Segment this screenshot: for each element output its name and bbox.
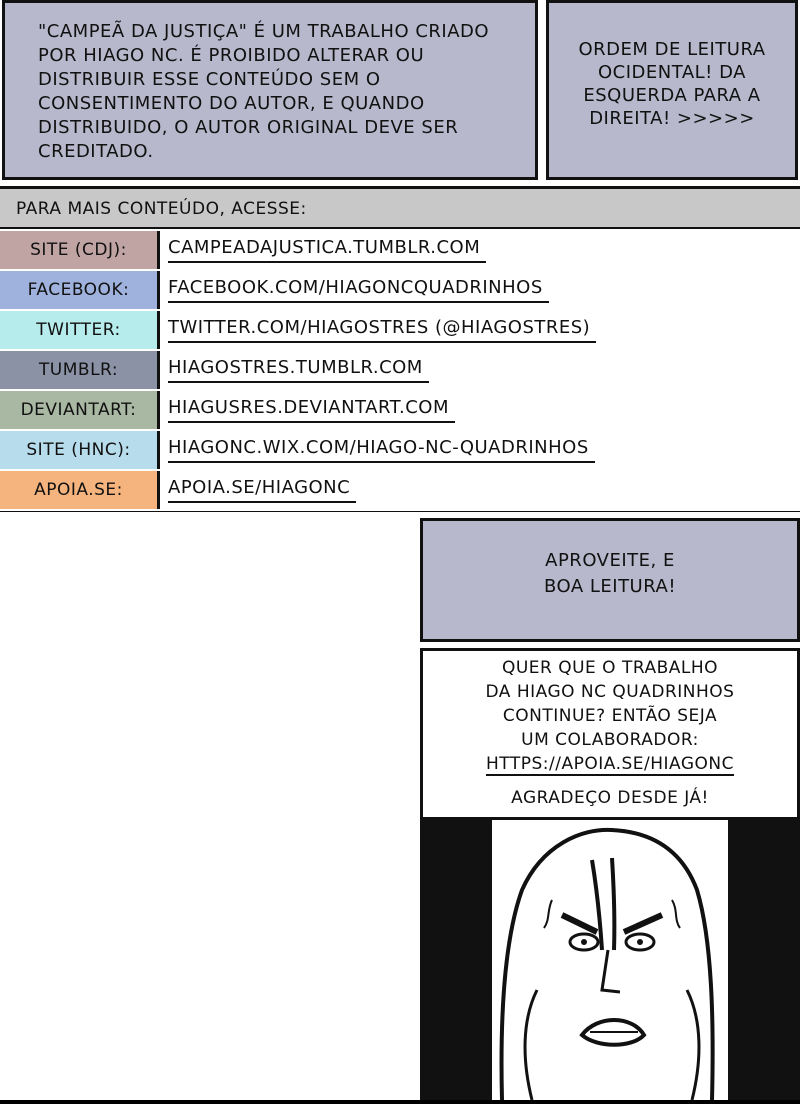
support-line: QUER QUE O TRABALHO <box>501 658 719 678</box>
link-url[interactable]: APOIA.SE/HIAGONC <box>168 475 356 503</box>
link-row-apoia <box>0 471 800 513</box>
link-url[interactable]: HIAGUSRES.DEVIANTART.COM <box>168 395 455 423</box>
support-line: CONTINUE? ENTÃO SEJA <box>502 706 718 726</box>
support-line: DA HIAGO NC QUADRINHOS <box>485 682 735 702</box>
thanks-text: AGRADEÇO DESDE JÁ! <box>511 788 709 808</box>
support-line: UM COLABORADOR: <box>521 730 699 750</box>
link-row-tumblr <box>0 351 800 393</box>
link-row-site-hnc <box>0 431 800 473</box>
link-row-twitter <box>0 311 800 353</box>
link-url[interactable]: CAMPEADAJUSTICA.TUMBLR.COM <box>168 235 486 263</box>
link-row-site-cdj <box>0 231 800 273</box>
enjoy-line: BOA LEITURA! <box>543 576 677 597</box>
link-url[interactable]: TWITTER.COM/HIAGOSTRES (@HIAGOSTRES) <box>168 315 596 343</box>
support-link[interactable]: HTTPS://APOIA.SE/HIAGONC <box>485 754 735 774</box>
link-row-facebook <box>0 271 800 313</box>
link-row-deviantart <box>0 391 800 433</box>
link-label: SITE (HNC): <box>0 431 160 469</box>
links-header: PARA MAIS CONTEÚDO, ACESSE: <box>0 189 800 229</box>
enjoy-line: APROVEITE, E <box>545 550 675 571</box>
link-label: TUMBLR: <box>0 351 160 389</box>
link-url[interactable]: FACEBOOK.COM/HIAGONCQUADRINHOS <box>168 275 549 303</box>
support-text <box>420 656 800 752</box>
link-label: SITE (CDJ): <box>0 231 160 269</box>
link-label: DEVIANTART: <box>0 391 160 429</box>
character-illustration <box>492 820 728 1100</box>
support-link-row <box>420 752 800 776</box>
link-url[interactable]: HIAGONC.WIX.COM/HIAGO-NC-QUADRINHOS <box>168 435 595 463</box>
link-url[interactable]: HIAGOSTRES.TUMBLR.COM <box>168 355 429 383</box>
link-label: APOIA.SE: <box>0 471 160 509</box>
copyright-notice: "CAMPEÃ DA JUSTIÇA" É UM TRABALHO CRIADO POR HIAGO NC. É PROIBIDO ALTERAR OU DISTRIBUIR ESSE CONTEÚDO SEM O CONSENTIMENTO DO AUTOR, E QUANDO DISTRIBUIDO, O AUTOR ORIGINAL DEVE SER CREDITADO. <box>38 21 490 162</box>
enjoy-text <box>420 548 800 600</box>
reading-order-notice: ORDEM DE LEITURA OCIDENTAL! DA ESQUERDA PARA A DIREITA! >>>>> <box>578 39 766 129</box>
link-label: FACEBOOK: <box>0 271 160 309</box>
character-face-drawing <box>492 820 728 1100</box>
link-label: TWITTER: <box>0 311 160 349</box>
